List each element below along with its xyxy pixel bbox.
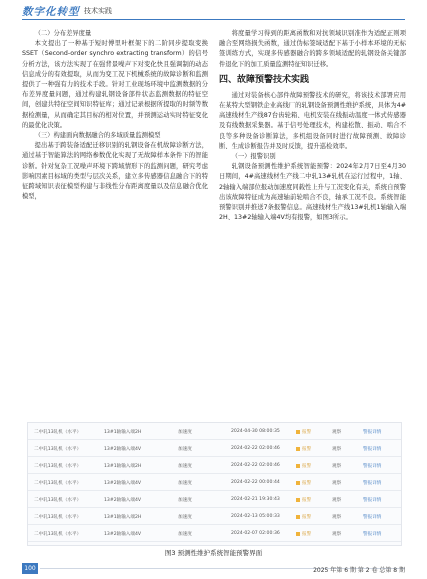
page-footer — [0, 560, 427, 579]
alarm-detail-link[interactable]: 警报详情 — [363, 464, 382, 469]
page-number: 100 — [22, 563, 38, 574]
alarm-detail-link[interactable]: 警报详情 — [363, 515, 382, 520]
section-heading: 四、故障预警技术实践 — [219, 74, 310, 85]
body-paragraph: 通过对装备核心部件故障预警技术的研究，将该技术部署应用在某特大型钢铁企业高线厂的轧钢设备预测性维护系统，具体为4#高速线材生产线87台齿轮箱、电机安装在线振动温度一体式传感器及有线数据采集器。基于信号处理技术，构建松散、振动、啮合不良等多种设备诊断算法，多机组设备同时进行故障预测、故障诊断、生成诊断报告并及时反馈，提升巡检效率。 — [219, 91, 406, 150]
table-row: 二中轧13轧机（水平） 13#1轴输入端2H 加速度 2024-02-22 02:00:46 报警 观察 警报详情 — [28, 459, 401, 474]
subheading-model: （三）构建面向数据融合的多域质量监测模型 — [34, 132, 161, 140]
alarm-badge: 报警 — [296, 446, 311, 452]
figure-caption: 图3 预测性维护系统智能预警界面 — [164, 549, 263, 557]
body-paragraph: 本文提出了一种基于短时傅里叶框架下的二阶同步提取变换SSET（Second-order synchro extracting transform）的信号分析方法，该方法实现了在强背景噪声下对变化快且强调制的动态信息成分的有效提取，从而为变工况下机械系统的故障诊断和监测提供了一种强有力的技术手段。针对工业现场环境中监测数据的分布差异度量问题，通过构建轧钢设备部件状态监测数据的特征空间，创建共特征空间知识特征库；通过记录根据所提取的时频等数据检测量，从而确定其目标的相对位置，并预测运动实时特征变化的最优化决策。 — [22, 40, 208, 129]
header-rule — [22, 19, 405, 20]
table-row: 二中轧13轧机（水平） 13#2轴输入端4V 加速度 2024-02-21 19:30:43 报警 观察 警报详情 — [28, 493, 401, 508]
magazine-title: 数字化转型 — [22, 6, 80, 18]
alarm-badge: 报警 — [296, 429, 311, 435]
alarm-detail-link[interactable]: 警报详情 — [363, 532, 382, 537]
alarm-badge: 报警 — [296, 480, 311, 486]
issue-info: 2025 年第 6 期 第 2 卷 总第 8 期 — [313, 567, 405, 574]
body-paragraph: 轧钢设备预测性维护系统智能预警：2024年2月7日至4月30日期间，4#高速线材生产线二中轧13#轧机在运行过程中，1轴、2轴输入端部位报动加速度同载性上升与工况变化有关，系统自预警出该故障特征成为高速轴前轮啮合不良，轴承工况不良。系统智能预警识别并推送7条报警信息。高速线材生产线13#轧机1轴输入端2H、13#2轴输入端4V均有报警，如图3所示。 — [219, 163, 406, 222]
alarm-detail-link[interactable]: 警报详情 — [363, 447, 382, 452]
section-title: 技术实践 — [84, 7, 112, 15]
table-row: 二中轧13轧机（水平） 13#2轴输入端4V 加速度 2024-02-07 02:00:36 报警 观察 警报详情 — [28, 527, 401, 542]
table-row: 二中轧13轧机（水平） 13#2轴输入端4V 加速度 2024-02-22 02:00:46 报警 观察 警报详情 — [28, 442, 401, 457]
alarm-detail-link[interactable]: 警报详情 — [363, 498, 382, 503]
table-row: 二中轧13轧机（水平） 13#1轴输入端2H 加速度 2024-02-13 05:00:33 报警 观察 警报详情 — [28, 510, 401, 525]
subheading-distribution: （二）分布差异度量 — [34, 30, 92, 37]
alarm-badge: 报警 — [296, 514, 311, 520]
body-paragraph: 将度量学习得到的距离函数和对抗领域识别准作为适配正则项融合至网络损失函数，通过伪标签域适配下基于小样本环境的无标签训练方式，实现多传感器融合的跨多领域适配的轧钢设备关键部件退化下的加工质量监测特征知识迁移。 — [219, 30, 406, 68]
subheading-alarm: （一）报警识别 — [231, 153, 276, 161]
right-column — [219, 29, 406, 223]
alarm-badge: 报警 — [296, 497, 311, 503]
alarm-detail-link[interactable]: 警报详情 — [363, 481, 382, 486]
table-row: 二中轧13轧机（水平） 13#1轴输入端2H 加速度 2024-04-30 08:00:35 报警 观察 警报详情 — [28, 425, 401, 440]
page-header — [0, 0, 427, 22]
left-column — [22, 29, 208, 202]
alarm-table-figure — [27, 422, 402, 546]
alarm-badge: 报警 — [296, 531, 311, 537]
alarm-badge: 报警 — [296, 463, 311, 469]
body-paragraph: 提出基于跨装备适配迁移识别的轧钢设备在机故障诊断方法，通过基于智能算法的网络参数优化实现了无故障样本条件下的智能诊断。针对复杂工况噪声环境下跨域情形下的监测问题，研究考虑影响因素目标域的类型与层次关系，建立多传感器信息融合下的特征跨域知识表征模型构建与非线性分布距离度量以及信息融合优化模型， — [22, 142, 208, 201]
table-row: 二中轧13轧机（水平） 13#2轴输入端4V 加速度 2024-02-22 00:00:44 报警 观察 警报详情 — [28, 476, 401, 491]
alarm-detail-link[interactable]: 警报详情 — [363, 430, 382, 435]
